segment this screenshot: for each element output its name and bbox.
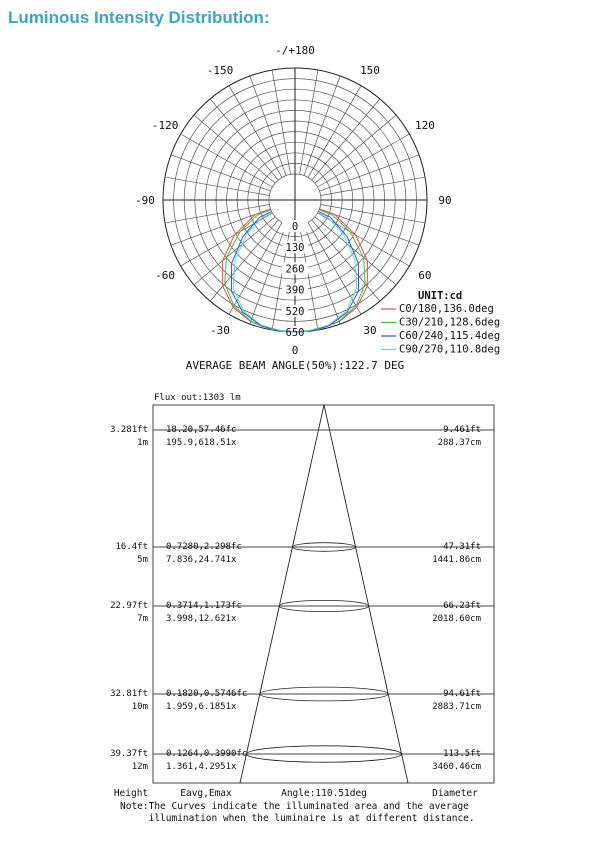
height-m: 5m (137, 555, 148, 565)
cone-left-edge (240, 405, 324, 783)
note-line-2: illumination when the luminaire is at different distance. (120, 813, 475, 824)
diameter-ft: 113.5ft (443, 749, 481, 759)
illuminance-fc: 0.1264,0.3990fc (166, 749, 248, 759)
average-beam-angle: AVERAGE BEAM ANGLE(50%):122.7 DEG (185, 359, 405, 372)
diameter-cm: 2883.71cm (432, 702, 481, 712)
cone-row (115, 542, 494, 565)
height-m: 7m (137, 614, 148, 624)
angle-label: 90 (438, 194, 452, 207)
diameter-cm: 3460.46cm (432, 762, 481, 772)
height-m: 12m (131, 762, 148, 772)
cone-row (110, 425, 494, 448)
unit-label: UNIT:cd (418, 290, 463, 302)
diameter-ft: 47.31ft (443, 542, 481, 552)
legend-entry: C90/270,110.8deg (399, 343, 501, 356)
angle-label: 120 (414, 119, 435, 132)
height-m: 1m (137, 438, 148, 448)
angle-label: 0 (291, 344, 299, 357)
angle-label: 150 (360, 64, 380, 78)
illuminance-lx: 1.361,4.2951x (166, 762, 237, 772)
axis-label-height: Height (113, 788, 149, 799)
axis-label-illuminance: Eavg,Emax (180, 788, 232, 799)
angle-label: -90 (135, 194, 155, 207)
angle-label: -120 (151, 119, 179, 132)
radial-label: 390 (285, 284, 305, 297)
height-ft: 39.37ft (110, 749, 148, 759)
radial-label: 520 (285, 305, 305, 318)
cone-angle-label: Angle:110.51deg (281, 788, 367, 799)
angle-label: 60 (418, 269, 432, 282)
illuminance-fc: 0.1820,0.5746fc (166, 689, 248, 699)
illuminance-lx: 7.836,24.741x (166, 555, 237, 565)
cone-right-edge (324, 405, 408, 783)
radial-label: 130 (285, 242, 305, 255)
chart-note (120, 801, 475, 825)
flux-label: Flux out:1303 lm (154, 393, 241, 403)
axis-label-diameter: Diameter (432, 788, 478, 799)
page-title: Luminous Intensity Distribution: (8, 8, 270, 27)
cone-row (110, 600, 494, 624)
angle-label: -30 (210, 323, 230, 337)
cone-row (110, 687, 494, 712)
height-m: 10m (131, 702, 148, 712)
diameter-ft: 66.23ft (443, 601, 481, 611)
note-line-1: Note:The Curves indicate the illuminated area and the average (120, 801, 469, 812)
illuminance-lx: 1.959,6.1851x (166, 702, 237, 712)
legend-entry: C0/180,136.0deg (399, 303, 494, 315)
radial-label: 0 (291, 221, 299, 233)
cone-frame (153, 405, 494, 783)
angle-label: -150 (206, 64, 234, 78)
radial-label: 650 (285, 327, 305, 339)
diameter-ft: 94.61ft (443, 689, 481, 699)
radial-label: 260 (285, 263, 305, 276)
diameter-cm: 1441.86cm (432, 555, 481, 565)
angle-label: -/+180 (275, 44, 315, 57)
cone-row (110, 746, 494, 772)
illuminance-fc: 0.7280,2.298fc (166, 542, 242, 552)
legend-entry: C60/240,115.4deg (399, 330, 501, 342)
height-ft: 16.4ft (115, 542, 148, 552)
legend-entry: C30/210,128.6deg (399, 316, 501, 329)
height-ft: 22.97ft (110, 601, 148, 611)
diameter-cm: 2018.60cm (432, 614, 481, 624)
diameter-cm: 288.37cm (437, 438, 481, 448)
angle-label: 30 (363, 323, 377, 337)
height-ft: 32.81ft (110, 689, 148, 699)
illuminance-lx: 3.998,12.621x (166, 614, 237, 624)
illuminance-lx: 195.9,618.51x (166, 438, 237, 448)
illuminance-fc: 18.20,57.46fc (166, 425, 237, 435)
angle-label: -60 (155, 269, 176, 282)
height-ft: 3.281ft (110, 425, 148, 435)
diameter-ft: 9.461ft (443, 425, 481, 435)
illuminance-fc: 0.3714,1.173fc (166, 601, 242, 611)
